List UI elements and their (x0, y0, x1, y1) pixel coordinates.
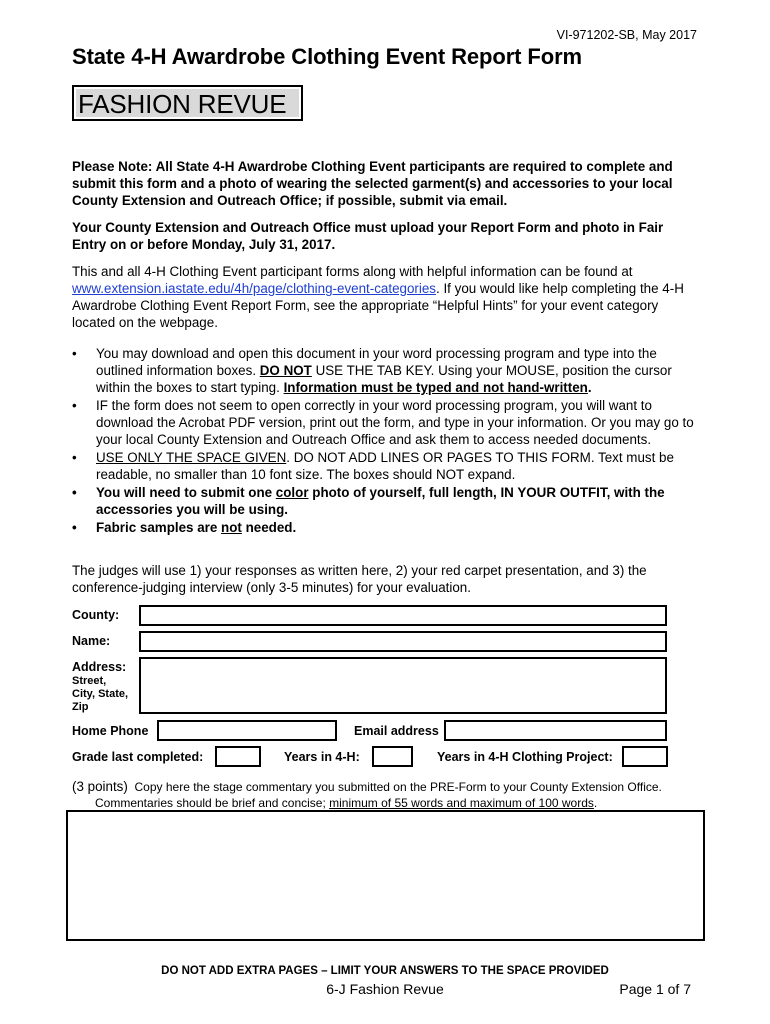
page-number: Page 1 of 7 (619, 981, 691, 997)
footer-warning: DO NOT ADD EXTRA PAGES – LIMIT YOUR ANSWERS TO THE SPACE PROVIDED (161, 965, 609, 977)
bullet-emphasis: not (221, 520, 242, 535)
document-id: VI-971202-SB, May 2017 (556, 28, 697, 42)
grade-input[interactable] (215, 746, 261, 767)
bullet-icon: • (72, 520, 77, 535)
list-item (72, 519, 694, 536)
bullet-emphasis: color (275, 485, 309, 500)
bullet-text: You will need to submit one (96, 485, 276, 500)
page-title: State 4-H Awardrobe Clothing Event Report Form (72, 44, 583, 69)
upload-deadline-note: Your County Extension and Outreach Office must upload your Report Form and photo in Fair Entry on or before Monday, July 31, 2017. (72, 220, 664, 252)
commentary-instruction-2 (95, 795, 715, 811)
list-item (72, 484, 694, 518)
bullet-text: You may download and open this document in your word processing program and type into the outlined information boxes. (96, 346, 657, 378)
clothing-event-link[interactable]: www.extension.iastate.edu/4h/page/clothing-event-categories (72, 281, 437, 296)
years-clothing-input[interactable] (622, 746, 668, 767)
county-input[interactable] (139, 605, 667, 626)
commentary-instruction-1: Copy here the stage commentary you submitted on the PRE-Form to your County Extension Office. (134, 780, 662, 794)
footer-section: 6-J Fashion Revue (326, 981, 444, 997)
bullet-emphasis: DO NOT (259, 363, 312, 378)
years-4h-label: Years in 4-H: (284, 750, 360, 764)
name-input[interactable] (139, 631, 667, 652)
judging-paragraph: The judges will use 1) your responses as written here, 2) your red carpet presentation, and 3) the conference-judging interview (only 3-5 minutes) for your evaluation. (72, 563, 647, 595)
bullet-icon: • (72, 485, 77, 500)
bullet-text: IF the form does not seem to open correctly in your word processing program, you will want to download the Acrobat PDF version, print out the form, and type in your information. Or you may go to your local County Extension and Outreach Office and ask them to access needed documents. (96, 398, 694, 447)
address-sublabel-city: City, State, (72, 688, 129, 700)
bullet-text: Fabric samples are (96, 520, 222, 535)
address-label: Address: (72, 660, 127, 674)
points-label: (3 points) (72, 779, 128, 794)
years-4h-input[interactable] (372, 746, 413, 767)
commentary-instructions (72, 779, 712, 795)
home-phone-label: Home Phone (72, 724, 149, 738)
bullet-text: needed. (241, 520, 297, 535)
commentary-textarea[interactable] (66, 810, 705, 941)
email-input[interactable] (444, 720, 667, 741)
name-label: Name: (72, 634, 111, 648)
bullet-icon: • (72, 346, 77, 361)
event-title: FASHION REVUE (76, 89, 299, 117)
home-phone-input[interactable] (157, 720, 337, 741)
event-title-box (72, 85, 303, 121)
instruction-list (72, 345, 694, 537)
years-clothing-label: Years in 4-H Clothing Project: (437, 750, 613, 764)
email-label: Email address (354, 724, 439, 738)
address-input[interactable] (139, 657, 667, 714)
bullet-text: USE THE TAB KEY. Using your MOUSE, position the cursor within the boxes to start typing. (96, 363, 672, 395)
participation-note: Please Note: All State 4-H Awardrobe Clothing Event participants are required to complete and submit this form and a photo of wearing the selected garment(s) and accessories to your local County Extension and Outreach Office; if possible, submit via email. (72, 159, 673, 208)
bullet-emphasis: USE ONLY THE SPACE GIVEN (96, 450, 287, 465)
list-item (72, 449, 694, 483)
address-sublabel-zip: Zip (72, 701, 89, 713)
forms-info-text-end: . If you would like help completing the 4-H Awardrobe Clothing Event Report Form, see the appropriate “Helpful Hints” for your event category located on the webpage. (72, 281, 684, 330)
bullet-emphasis: Information must be typed and not hand-written (283, 380, 588, 395)
list-item (72, 397, 694, 448)
commentary-text: Commentaries should be brief and concise; (95, 796, 330, 810)
forms-info-paragraph (72, 263, 694, 331)
county-label: County: (72, 608, 120, 622)
grade-label: Grade last completed: (72, 750, 204, 764)
list-item (72, 345, 694, 396)
word-limit: minimum of 55 words and maximum of 100 words (329, 796, 594, 810)
forms-info-text: This and all 4-H Clothing Event participant forms along with helpful information can be found at (72, 264, 633, 279)
bullet-text: . (587, 380, 592, 395)
address-sublabel-street: Street, (72, 675, 107, 687)
bullet-text: . DO NOT ADD LINES OR PAGES TO THIS FORM. Text must be readable, no smaller than 10 font size. The boxes should NOT expand. (96, 450, 674, 482)
commentary-text: . (593, 796, 598, 810)
bullet-text: photo of yourself, full length, IN YOUR OUTFIT, with the accessories you will be using. (96, 485, 665, 517)
bullet-icon: • (72, 398, 77, 413)
bullet-icon: • (72, 450, 77, 465)
